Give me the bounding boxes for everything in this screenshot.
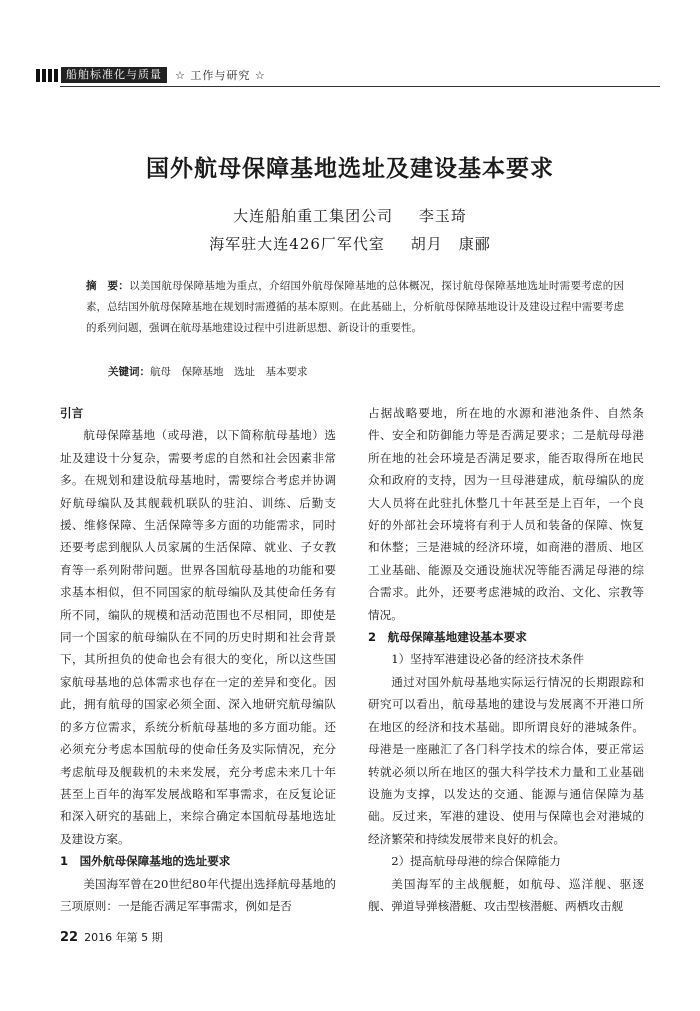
subsection1-paragraph: 通过对国外航母基地实际运行情况的长期跟踪和研究可以看出，航母基地的建设与发展离不开港口所在地区的经济和技术基础。即所谓良好的港城条件。母港是一座融汇了各门科学技术的综合体，要正常运转就必须以所在地区的强大科学技术力量和工业基础设施为支撑，以发达的交通、能源与通信保障为基础。反过来，军港的建设、使用与保障也会对港城的经济繁荣和持续发展带来良好的机会。 [368, 674, 644, 846]
issue-label: 2016 年第 5 期 [84, 931, 163, 944]
right-paragraph-1: 占据战略要地，所在地的水源和港池条件、自然条件、安全和防御能力等是否满足要求；二是航母母港所在地的社会环境是否满足要求，能否取得所在地民众和政府的支持，因为一旦母港建成，航母编队的庞大人员将在此驻扎休整几十年甚至是上百年，一个良好的外部社会环境将有利于人员和装备的保障、恢复和休整；三是港城的经济环境，如商港的潜质、地区工业基础、能源及交通设施状况等能否满足母港的综合需求。此外，还要考虑港城的政治、文化、宗教等情况。 [368, 406, 644, 622]
abstract-text: 以美国航母保障基地为重点，介绍国外航母保障基地的总体概况，探讨航母保障基地选址时需要考虑的因素，总结国外航母保障基地在规划时需遵循的基本原则。在此基础上，分析航母保障基地设计及建设过程中需要考虑的系列问题，强调在航母基地建设过程中引进新思想、新设计的重要性。 [86, 280, 624, 334]
section1-paragraph: 美国海军曾在20世纪80年代提出选择航母基地的三项原则：一是能否满足军事需求，例如是否 [60, 876, 336, 913]
journal-name: 船舶标准化与质量 [61, 67, 167, 83]
subsection1-heading: 1）坚持军港建设必备的经济技术条件 [391, 652, 585, 667]
author1-name: 李玉琦 [418, 207, 467, 225]
page-number: 22 [60, 930, 79, 945]
author1-org: 大连船舶重工集团公司 [233, 207, 394, 225]
section-name: ☆ 工作与研究 ☆ [175, 69, 266, 82]
intro-heading: 引言 [60, 406, 84, 420]
right-column [368, 402, 644, 917]
author2-org: 海军驻大连426厂军代室 [209, 235, 385, 253]
header-rule [60, 86, 660, 87]
abstract [86, 276, 624, 339]
subsection2-paragraph: 美国海军的主战舰艇，如航母、巡洋舰、驱逐舰、弹道导弹核潜艇、攻击型核潜艇、两栖攻击舰 [368, 876, 644, 913]
intro-paragraph: 航母保障基地（或母港，以下简称航母基地）选址及建设十分复杂，需要考虑的自然和社会因素非常多。在规划和建设航母基地时，需要综合考虑并协调好航母编队及其舰载机联队的驻泊、训练、后勤支援、维修保障、生活保障等多方面的功能需求，同时还要考虑到舰队人员家属的生活保障、就业、子女教育等一系列附带问题。世界各国航母基地的功能和要求基本相似，但不同国家的航母编队及其使命任务有所不同，编队的规模和活动范围也不尽相同，即使是同一个国家的航母编队在不同的历史时期和社会背景下，其所担负的使命也会有很大的变化，所以这些国家航母基地的总体需求也存在一定的差异和变化。因此，拥有航母的国家必须全面、深入地研究航母编队的多方位需求，系统分析航母基地的多方面功能。还必须充分考虑本国航母的使命任务及实际情况，充分考虑航母及舰载机的未来发展，充分考虑未来几十年甚至上百年的海军发展战略和军事需求，在反复论证和深入研究的基础上，来综合确定本国航母基地选址及建设方案。 [60, 428, 336, 846]
author-line-2 [0, 233, 700, 254]
article-title: 国外航母保障基地选址及建设基本要求 [146, 156, 554, 182]
subsection2-heading: 2）提高航母母港的综合保障能力 [391, 854, 561, 869]
section2-heading: 2 航母保障基地建设基本要求 [368, 630, 527, 645]
header-bars-icon [36, 69, 58, 82]
keywords [108, 362, 308, 382]
author2-name: 胡月 康郦 [410, 235, 491, 253]
keywords-label: 关键词： [108, 366, 150, 378]
abstract-label: 摘 要： [86, 280, 130, 292]
left-column [60, 402, 336, 917]
page-footer [60, 929, 163, 945]
section1-heading: 1 国外航母保障基地的选址要求 [60, 854, 231, 869]
journal-header [36, 66, 666, 84]
keywords-text: 航母 保障基地 选址 基本要求 [150, 366, 308, 378]
author-line-1 [0, 205, 700, 226]
